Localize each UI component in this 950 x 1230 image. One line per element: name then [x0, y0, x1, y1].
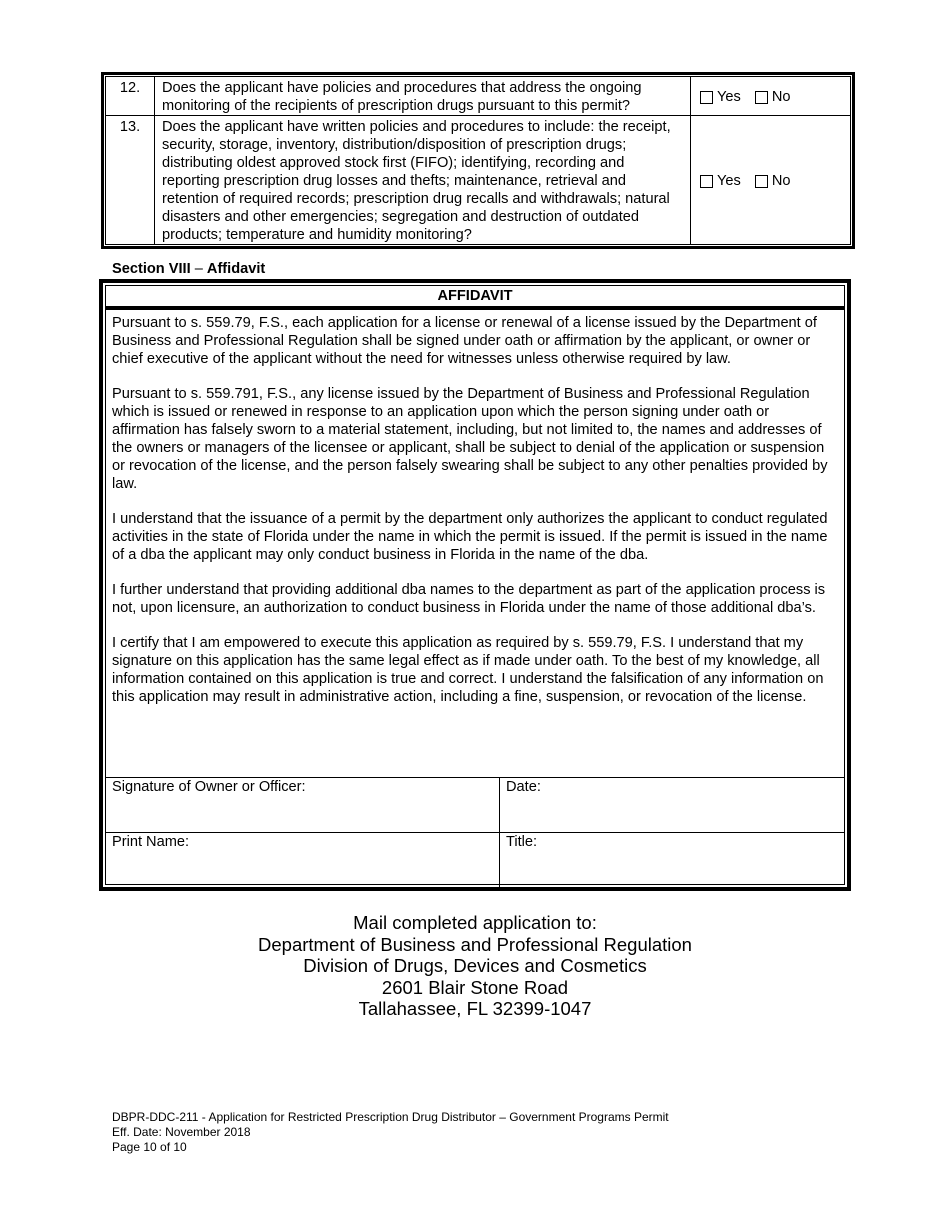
- question-text: Does the applicant have policies and procedures that address the ongoing monitoring of the recipients of prescription drugs pursuant to this permit?: [155, 77, 691, 115]
- no-checkbox[interactable]: [755, 91, 768, 104]
- signature-row: [106, 778, 844, 833]
- section-prefix: Section VIII: [112, 261, 191, 277]
- effective-date: Eff. Date: November 2018: [112, 1125, 251, 1139]
- no-option[interactable]: [755, 118, 791, 244]
- date-label: Date:: [506, 779, 541, 795]
- mail-line: Mail completed application to:: [353, 912, 597, 933]
- mail-line: Department of Business and Professional Regulation: [258, 933, 692, 955]
- signature-label: Signature of Owner or Officer:: [112, 779, 306, 795]
- print-name-field[interactable]: [106, 833, 500, 887]
- title-label: Title:: [506, 834, 538, 850]
- no-label: No: [771, 89, 791, 105]
- no-label: No: [771, 173, 791, 189]
- section-heading: [112, 261, 265, 277]
- affidavit-body: [106, 310, 844, 706]
- signature-grid: [106, 777, 844, 884]
- yes-checkbox[interactable]: [700, 91, 713, 104]
- no-checkbox[interactable]: [755, 175, 768, 188]
- page-footer: [112, 1110, 669, 1155]
- affidavit-heading: AFFIDAVIT: [106, 286, 844, 310]
- affidavit-paragraph: I further understand that providing additional dba names to the department as part of the application process is not, upon licensure, an authorization to conduct business in Florida under the name of those additional dba’s.: [112, 582, 826, 616]
- section-name: Affidavit: [206, 261, 266, 277]
- yes-checkbox[interactable]: [700, 175, 713, 188]
- section-dash: –: [190, 261, 207, 277]
- mail-line: Division of Drugs, Devices and Cosmetics: [303, 955, 647, 977]
- answer-options: [691, 116, 850, 244]
- affidavit-paragraph: Pursuant to s. 559.79, F.S., each application for a license or renewal of a license issued by the Department of Business and Professional Regulation shall be signed under oath or affirmation by the applicant, or owner or chief executive of the applicant without the need for witnesses unless otherwise required by law.: [112, 315, 817, 367]
- question-number: 12.: [106, 77, 155, 115]
- affidavit-paragraph: I understand that the issuance of a permit by the department only authorizes the applicant to conduct regulated activities in the state of Florida under the name in which the permit is issued. If the permit is issued in the name of a dba the applicant may only conduct business in Florida in the name of the dba.: [112, 511, 828, 563]
- no-option[interactable]: [755, 79, 791, 115]
- yes-option[interactable]: [700, 118, 741, 244]
- answer-options: [691, 77, 850, 115]
- signature-field[interactable]: [106, 778, 500, 832]
- yes-label: Yes: [717, 89, 741, 105]
- yes-label: Yes: [717, 173, 741, 189]
- affidavit-paragraph: Pursuant to s. 559.791, F.S., any license issued by the Department of Business and Professional Regulation which is issued or renewed in response to an application upon which the person signing under oath or affirmation has falsely sworn to a material statement, including, but not limited to, the names and addresses of the owners or managers of the licensee or applicant, shall be subject to denial of the application or suspension or revocation of the license, and the person falsely swearing shall be subject to any other penalties provided by law.: [112, 386, 828, 492]
- question-row-12: [106, 77, 850, 116]
- affidavit-paragraph: I certify that I am empowered to execute this application as required by s. 559.79, F.S. I understand that my signature on this application has the same legal effect as if made under oath. To the best of my knowledge, all information contained on this application is true and correct. I understand the falsification of any information on this application may result in administrative action, including a fine, suspension, or revocation of the license.: [112, 635, 824, 705]
- mail-line: 2601 Blair Stone Road: [381, 976, 569, 998]
- form-title: DBPR-DDC-211 - Application for Restricted Prescription Drug Distributor – Government Programs Permit: [112, 1110, 669, 1124]
- date-field[interactable]: [500, 778, 547, 832]
- question-number: 13.: [106, 116, 155, 244]
- affidavit-box: [99, 279, 851, 891]
- page-number: Page 10 of 10: [112, 1140, 187, 1154]
- title-field[interactable]: [500, 833, 543, 887]
- name-row: [106, 833, 844, 887]
- print-name-label: Print Name:: [112, 834, 190, 850]
- question-text: Does the applicant have written policies and procedures to include: the receipt, security, storage, inventory, distribution/disposition of prescription drugs; distributing oldest approved stock first (FIFO); identifying, recording and reporting prescription drug losses and thefts; maintenance, retrieval and retention of required records; prescription drug recalls and withdrawals; natural disasters and other emergencies; segregation and destruction of outdated products; temperature and humidity monitoring?: [155, 116, 691, 244]
- mailing-address: [0, 912, 950, 1020]
- yes-option[interactable]: [700, 79, 741, 115]
- questions-table: [101, 72, 855, 249]
- mail-line: Tallahassee, FL 32399-1047: [358, 998, 592, 1020]
- question-row-13: [106, 116, 850, 244]
